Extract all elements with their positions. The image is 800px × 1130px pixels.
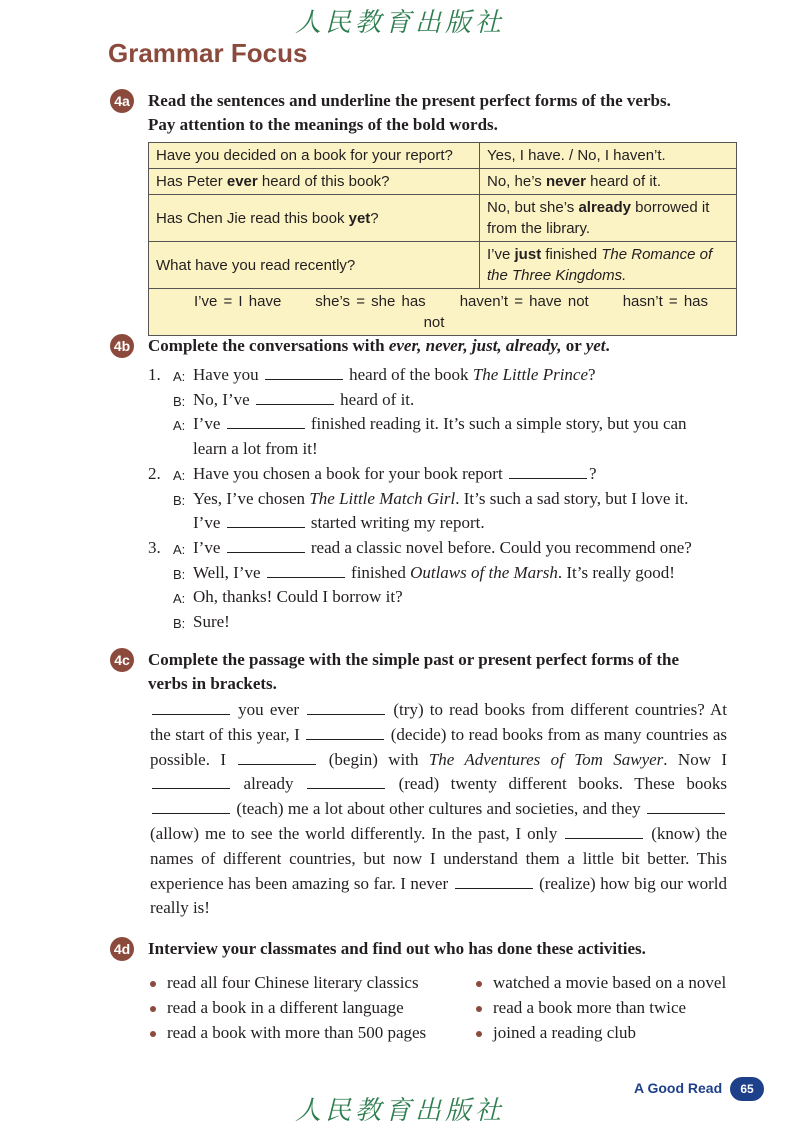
text-segment: Complete the conversations with [148,336,389,355]
instruction-line: Read the sentences and underline the present perfect forms of the verbs. [148,91,671,110]
text-segment: Oh, thanks! Could I borrow it? [193,587,403,607]
text-segment: The Little Prince [472,365,589,384]
text-segment: Yes, I’ve chosen [193,488,310,508]
text-segment: (know) the names of different countries, but now I understand them a little bit better. This experience has been amazing so far. I never [150,823,728,893]
answer-blank[interactable] [227,537,305,553]
activity-text: read a book more than twice [493,998,687,1017]
instruction-4c [148,648,738,696]
publisher-logo: 人民教育出版社 [294,8,505,38]
text-segment: finished reading it. It’s such a simple story, but you can [306,414,687,434]
speaker-label: B: [173,616,186,631]
answer-blank[interactable] [227,413,305,429]
text-segment: ever [226,173,258,190]
text-segment: you ever [232,700,306,719]
text-segment: Outlaws of the Marsh [410,562,558,582]
item-number: 2. [148,463,161,483]
answer-blank[interactable] [307,699,385,715]
answer-blank[interactable] [238,749,316,765]
contraction: she’s = she has [315,293,426,310]
answer-blank[interactable] [565,823,643,839]
answer-blank[interactable] [306,724,384,740]
activity-item [476,1020,636,1045]
text-segment: (teach) me a lot about other cultures and societies, and they [232,799,645,819]
text-segment: heard of it. [335,389,415,409]
page-number: 65 [730,1077,764,1101]
dialogue-line [193,511,485,535]
activity-text: joined a reading club [493,1023,637,1042]
table-row [149,242,737,289]
dialogue-line [193,437,318,461]
text-segment: What have you read recently? [156,256,356,274]
text-segment: (decide) to read books from as many countries as possible. I [150,724,727,769]
answer-blank[interactable] [227,512,305,528]
answer-cell [480,242,737,289]
section-badge-4a: 4a [110,89,134,113]
item-number: 1. [148,365,161,384]
text-segment: I’ve [487,246,515,263]
answer-blank[interactable] [152,773,230,789]
text-segment: No, he’s [487,173,546,190]
text-segment: I’ve [193,414,225,434]
answer-cell [480,143,737,169]
instruction-4b [148,334,748,358]
dialogue-line [193,487,688,511]
contraction: haven’t = have not [459,293,589,310]
text-segment: heard of this book? [257,173,390,190]
speaker-label: A: [173,541,186,557]
text-segment: never [545,173,586,190]
answer-blank[interactable] [267,562,345,578]
answer-cell [480,169,737,195]
contraction: I’ve = I have [193,293,282,310]
activity-item [476,970,726,995]
text-segment: already [578,199,631,216]
activity-item [150,995,404,1020]
text-segment: ? [370,209,379,227]
answer-blank[interactable] [647,798,725,814]
text-segment: The Little Match Girl [309,488,456,508]
text-segment: . It’s really good! [557,562,675,582]
grammar-table [148,142,737,336]
answer-blank[interactable] [152,699,230,715]
text-segment: . It’s such a sad story, but I love it. [455,488,689,508]
text-segment: finished [346,562,411,582]
dialogue-line [193,585,403,609]
dialogue-line [193,610,230,634]
speaker-label: B: [173,393,186,409]
answer-blank[interactable] [265,364,343,380]
text-segment: . [605,336,610,355]
dialogue-line [193,536,692,560]
text-segment: finished [541,246,602,263]
text-segment: Well, I’ve [193,562,265,582]
instruction-4d: Interview your classmates and find out who has done these activities. [148,939,646,958]
text-segment: Have you [193,365,263,384]
section-badge-4c: 4c [110,648,134,672]
activity-item [150,1020,426,1045]
instruction-line: Complete the passage with the simple past or present perfect forms of the [148,650,680,669]
text-segment: yet [348,209,371,227]
table-row [149,143,737,169]
text-segment: or [561,336,586,355]
text-segment: heard of the book [344,365,473,384]
text-segment: The Romance of the Three Kingdoms. [487,246,713,284]
text-segment: (try) to read books from different countries? At the start of this year, I [150,700,727,744]
answer-blank[interactable] [509,463,587,479]
text-segment: I’ve [193,513,225,533]
speaker-label: A: [173,369,186,384]
unit-title: A Good Read [634,1080,723,1096]
answer-blank[interactable] [307,773,385,789]
activity-text: read a book with more than 500 pages [167,1023,427,1042]
table-row [149,169,737,195]
question-cell [149,169,480,195]
activity-item [150,970,419,995]
section-badge-4d: 4d [110,937,134,961]
item-number: 3. [148,537,161,557]
text-segment: The Adventures of Tom Sawyer [428,749,664,769]
text-segment: ? [588,463,597,483]
dialogue-line [193,412,687,436]
fill-in-passage [150,698,727,921]
text-segment: yet [585,336,606,355]
contractions-cell [149,289,737,336]
speaker-label: A: [173,418,186,434]
text-segment: (begin) with [318,749,429,769]
answer-cell [480,195,737,242]
text-segment: . Now I [663,749,728,769]
question-cell [149,195,480,242]
contraction: hasn’t = has not [423,293,709,331]
activity-item [476,995,686,1020]
activity-text: read all four Chinese literary classics [167,973,419,992]
text-segment: I’ve [193,537,225,557]
dialogue-line [193,561,675,585]
text-segment: (allow) me to see the world differently. In the past, I only [150,823,564,843]
text-segment: heard of it. [585,173,662,190]
text-segment: borrowed it from the library. [487,199,710,237]
speaker-label: A: [173,467,186,483]
instruction-4a [148,89,748,137]
text-segment: Has Peter [156,173,227,190]
answer-blank[interactable] [455,873,533,889]
text-segment: learn a lot from it! [193,439,318,459]
text-segment: started writing my report. [306,513,485,533]
text-segment: Yes, I have. / No, I haven’t. [487,147,666,164]
text-segment: ever, never, just, already, [388,336,562,355]
table-row [149,195,737,242]
text-segment: just [514,246,542,263]
speaker-label: B: [173,492,186,508]
answer-blank[interactable] [256,389,334,405]
activity-text: watched a movie based on a novel [493,973,727,992]
text-segment: No, but she’s [487,199,579,216]
text-segment: Have you decided on a book for your report? [156,147,453,164]
speaker-label: B: [173,566,186,582]
text-segment: Has Chen Jie read this book [156,209,349,227]
question-cell [149,242,480,289]
instruction-line: Pay attention to the meanings of the bold words. [148,115,498,134]
speaker-label: A: [173,591,186,607]
answer-blank[interactable] [152,798,230,814]
page-title: Grammar Focus [108,38,308,68]
text-segment: already [232,774,306,794]
contractions-row [149,289,737,336]
text-segment: Sure! [193,612,230,631]
section-badge-4b: 4b [110,334,134,358]
text-segment: ? [588,365,596,384]
text-segment: (realize) how big our world really is! [150,873,728,918]
dialogue-line [193,462,597,486]
text-segment: No, I’ve [193,389,254,409]
text-segment: Have you chosen a book for your book report [193,463,507,483]
text-segment: read a classic novel before. Could you recommend one? [306,537,692,557]
activity-text: read a book in a different language [167,998,404,1017]
question-cell [149,143,480,169]
publisher-logo-bottom: 人民教育出版社 [294,1096,505,1126]
dialogue-line [193,363,596,387]
text-segment: (read) twenty different books. These books [387,774,727,794]
dialogue-line [193,388,414,412]
instruction-line: verbs in brackets. [148,674,277,693]
